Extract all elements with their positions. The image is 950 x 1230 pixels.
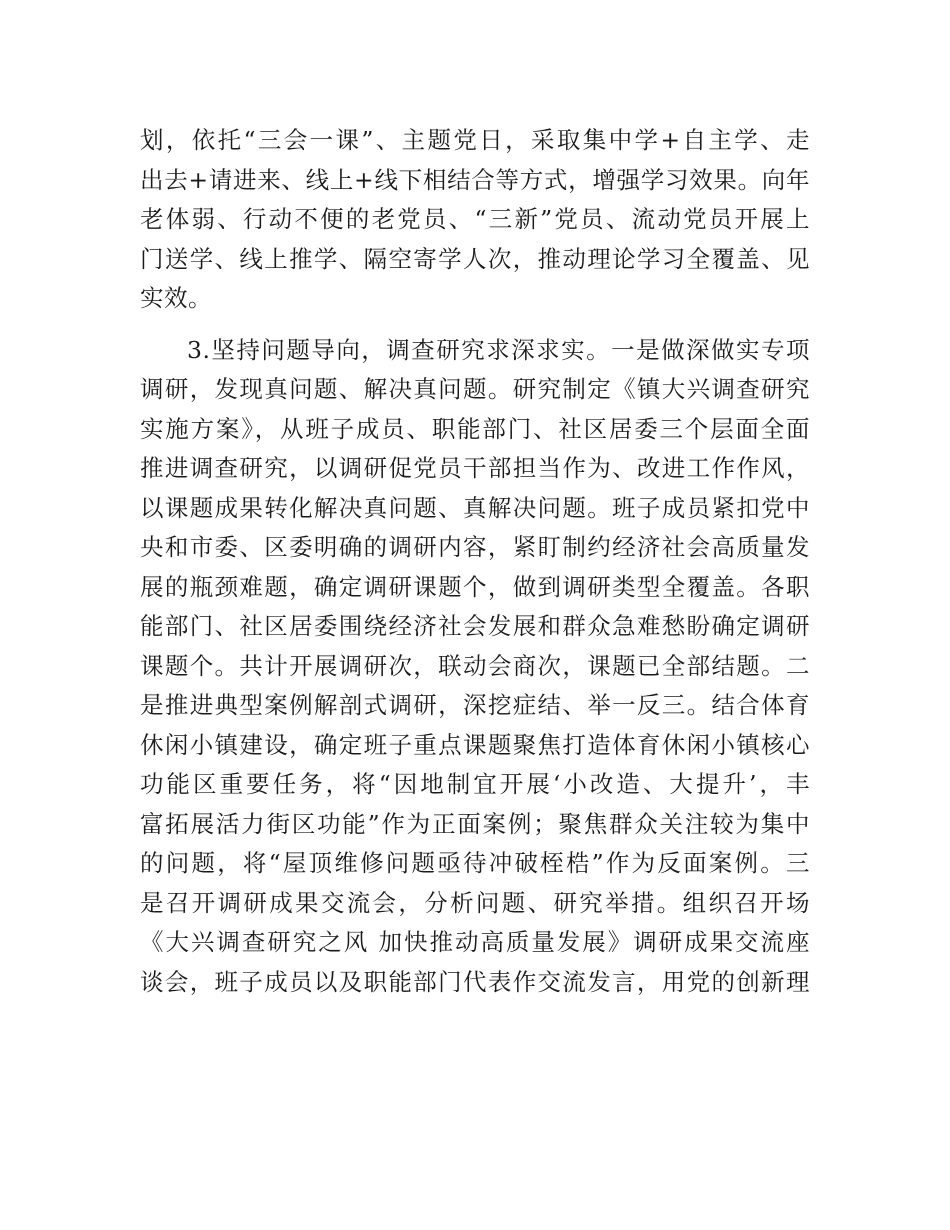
text-line: 富拓展活力街区功能”作为正面案例；聚焦群众关注较为集中: [140, 809, 810, 838]
text-line: 的问题，将“屋顶维修问题亟待冲破桎梏”作为反面案例。三: [140, 849, 810, 877]
text-line: 推进调查研究，以调研促党员干部担当作为、改进工作作风，: [140, 454, 810, 482]
text-line: 功能区重要任务，将“因地制宜开展‘小改造、大提升’，丰: [140, 770, 810, 798]
document-body: [140, 121, 810, 1002]
paragraph-investigation-research: [140, 331, 810, 1003]
text-line: 3.坚持问题导向，调查研究求深求实。一是做深做实专项: [187, 335, 810, 364]
text-line: 能部门、社区居委围绕经济社会发展和群众急难愁盼确定调研: [140, 612, 810, 640]
text-line: 出去+请进来、线上+线下相结合等方式，增强学习效果。向年: [140, 165, 810, 194]
text-line: 课题个。共计开展调研次，联动会商次，课题已全部结题。二: [140, 651, 810, 680]
text-line: 调研，发现真问题、解决真问题。研究制定《镇大兴调查研究: [140, 375, 810, 403]
text-line: 《大兴调查研究之风 加快推动高质量发展》调研成果交流座: [140, 928, 810, 956]
text-line: 老体弱、行动不便的老党员、“三新”党员、流动党员开展上: [140, 205, 810, 233]
text-line: 是推进典型案例解剖式调研，深挖症结、举一反三。结合体育: [140, 691, 810, 719]
text-line: 央和市委、区委明确的调研内容，紧盯制约经济社会高质量发: [140, 533, 810, 561]
text-line: 谈会，班子成员以及职能部门代表作交流发言，用党的创新理: [140, 967, 810, 996]
paragraph-continuation: [140, 121, 810, 319]
text-line: 休闲小镇建设，确定班子重点课题聚焦打造体育休闲小镇核心: [140, 730, 810, 759]
text-line: 以课题成果转化解决真问题、真解决问题。班子成员紧扣党中: [140, 493, 810, 522]
text-line: 实施方案》，从班子成员、职能部门、社区居委三个层面全面: [140, 414, 810, 443]
text-line: 划，依托“三会一课”、主题党日，采取集中学+自主学、走: [140, 126, 810, 154]
text-line: 门送学、线上推学、隔空寄学人次，推动理论学习全覆盖、见: [140, 244, 810, 273]
text-line: 实效。: [140, 284, 212, 312]
text-line: 是召开调研成果交流会，分析问题、研究举措。组织召开场: [140, 888, 810, 917]
text-line: 展的瓶颈难题，确定调研课题个，做到调研类型全覆盖。各职: [140, 572, 810, 601]
paragraph-gap: [140, 319, 810, 331]
